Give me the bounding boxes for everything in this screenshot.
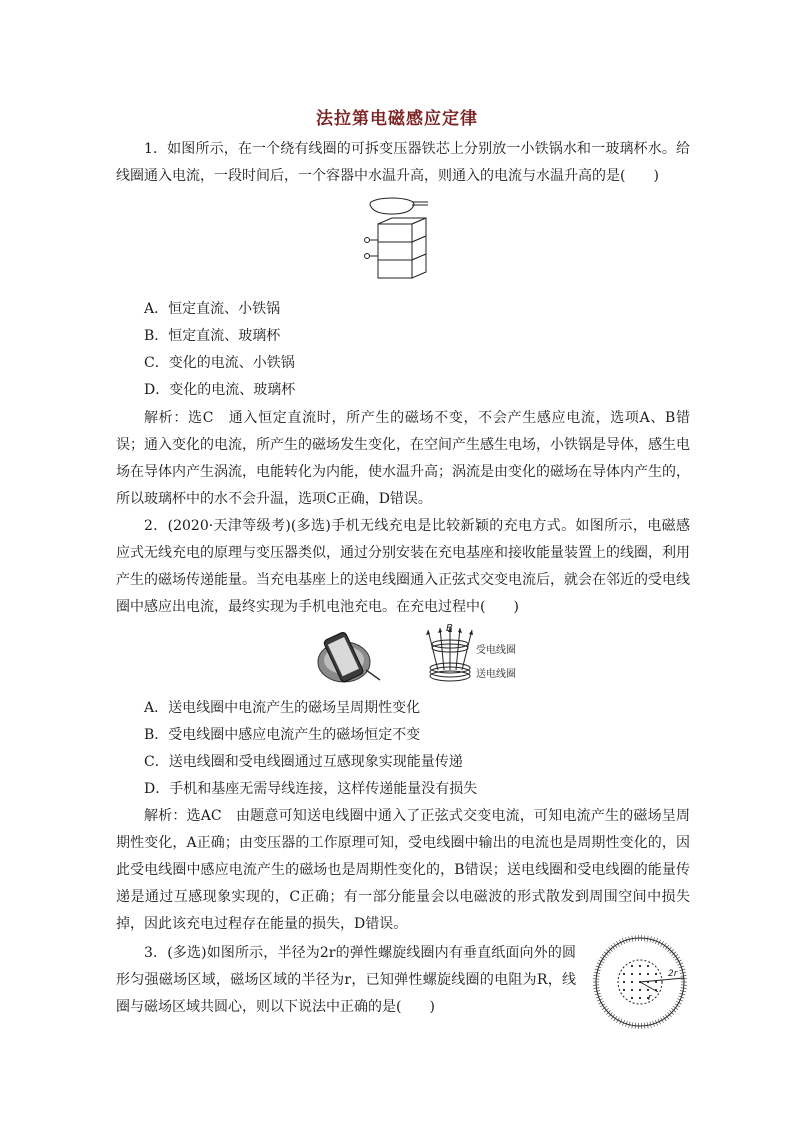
- q2-option-c: C．送电线圈和受电线圈通过互感现象实现能量传递: [144, 754, 463, 770]
- question-2-stem: 2．(2020·天津等级考)(多选)手机无线充电是比较新颖的充电方式。如图所示，电磁感应式无线充电的原理与变压器类似，通过分别安装在充电基座和接收能量装置上的线圈，利用产生的磁场传递能量。当充电基座上的送电线圈通入正弦式交变电流后，就会在邻近的受电线圈中感应出电流，最终实现为手机电池充电。在充电过程中( ): [116, 518, 690, 615]
- question-3-stem: 3．(多选)如图所示，半径为2r的弹性螺旋线圈内有垂直纸面向外的圆形匀强磁场区域，磁场区域的半径为r，已知弹性螺旋线圈的电阻为R，线圈与磁场区域共圆心，则以下说法中正确的是( ): [116, 945, 576, 1015]
- q2-analysis: 解析：选AC 由题意可知送电线圈中通入了正弦式交变电流，可知电流产生的磁场呈周期性变化，A正确；由变压器的工作原理可知，受电线圈中输出的电流也是周期性变化的，因此受电线圈中感应电流产生的磁场也是周期性变化的，B错误；送电线圈和受电线圈的能量传递是通过互感现象实现的，C正确；有一部分能量会以电磁波的形式散发到周围空间中损失掉，因此该充电过程存在能量的损失，D错误。: [116, 808, 690, 932]
- receive-coil-label: [476, 642, 536, 656]
- q2-option-b: B．受电线圈中感应电流产生的磁场恒定不变: [144, 727, 421, 743]
- q1-option-a: A．恒定直流、小铁锅: [144, 301, 281, 317]
- send-coil-label: [476, 666, 536, 680]
- q1-option-c: C．变化的电流、小铁锅: [144, 355, 295, 371]
- svg-text:受电线圈: 受电线圈: [476, 645, 516, 656]
- field-b-label: [444, 620, 462, 634]
- outer-radius-label: 2r: [668, 969, 678, 979]
- q2-option-a: A．送电线圈中电流产生的磁场呈周期性变化: [144, 700, 421, 716]
- page-title: 法拉第电磁感应定律: [316, 109, 478, 129]
- q1-analysis: 解析：选C 通入恒定直流时，所产生的磁场不变，不会产生感应电流，选项A、B错误；通入变化的电流，所产生的磁场发生变化，在空间产生感生电场，小铁锅是导体，感生电场在导体内产生涡流，电能转化为内能，使水温升高；涡流是由变化的磁场在导体内产生的，所以玻璃杯中的水不会升温，选项C正确，D错误。: [116, 410, 690, 507]
- svg-text:B: B: [446, 623, 453, 634]
- phone-on-charger-figure: [306, 630, 390, 686]
- q1-option-b: B．恒定直流、玻璃杯: [144, 328, 281, 344]
- inner-radius-label: r: [648, 993, 652, 1003]
- svg-text:送电线圈: 送电线圈: [476, 669, 516, 680]
- q2-option-d: D．手机和基座无需导线连接，这样传递能量没有损失: [144, 781, 478, 797]
- transformer-pot-figure: [362, 190, 442, 300]
- spiral-coil-figure: [588, 930, 692, 1034]
- q1-option-d: D．变化的电流、玻璃杯: [144, 382, 296, 398]
- question-1-stem: 1．如图所示，在一个绕有线圈的可拆变压器铁芯上分别放一小铁锅水和一玻璃杯水。给线圈通入电流，一段时间后，一个容器中水温升高，则通入的电流与水温升高的是( ): [116, 141, 690, 184]
